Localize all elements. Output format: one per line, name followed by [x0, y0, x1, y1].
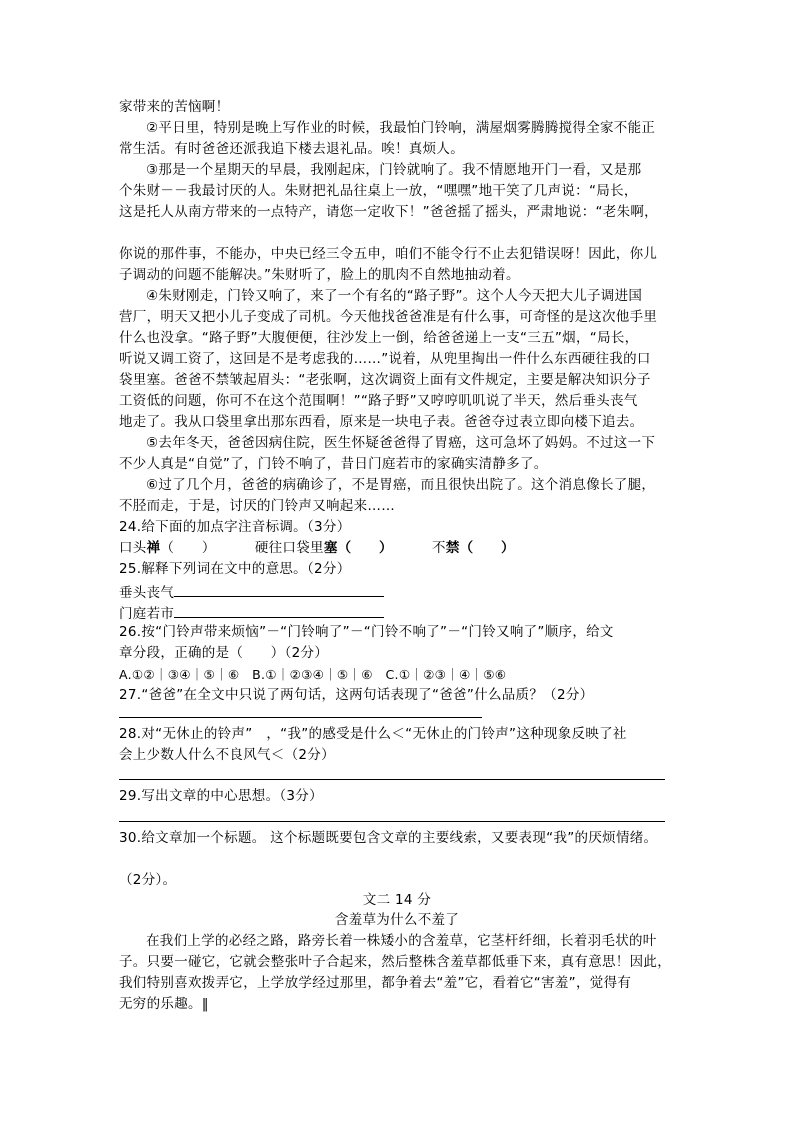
passage-line: 常生活。有时爸爸还派我追下楼去退礼品。唉！真烦人。	[119, 141, 464, 157]
question-27: 27.“爸爸”在全文中只说了两句话，这两句话表现了“爸爸”什么品质？（2分）	[119, 687, 594, 703]
passage-line: 听说又调工资了，这回是不是考虑我的……”说着，从兜里掏出一件什么东西硬往我的口	[119, 351, 651, 367]
question-25: 25.解释下列词在文中的意思。（2分）	[119, 561, 351, 577]
question-24: 24.给下面的加点字注音标调。（3分）	[119, 519, 351, 535]
question-24-items	[119, 538, 515, 559]
q25-answer-line-1[interactable]	[174, 580, 384, 597]
paragraph-2-start: ②平日里，特别是晚上写作业的时候，我最怕门铃响，满屋烟雾腾腾搅得全家不能正	[146, 120, 656, 136]
q29-answer-line[interactable]	[119, 821, 665, 822]
passage-line: 袋里塞。爸爸不禁皱起眉头：“老张啊，这次调资上面有文件规定，主要是解决知识分子	[119, 372, 651, 388]
passage-2-line: 子。只要一碰它，它就会整张叶子合起来，然后整株含羞草都低垂下来，真有意思！因此，	[119, 954, 671, 970]
passage-line: 不胫而走，于是，讨厌的门铃声又响起来……	[119, 498, 395, 514]
passage-line: 工资低的问题，你可不在这个范围啊！”“路子野”又哼哼叽叽说了半天，然后垂头丧气	[119, 393, 638, 409]
question-29: 29.写出文章的中心思想。（3分）	[119, 788, 323, 804]
question-26-options[interactable]: A.①②｜③④｜⑤｜⑥ B.①｜②③④｜⑤｜⑥ C.①｜②③｜④｜⑤⑥	[119, 667, 507, 682]
question-26-cont: 章分段，正确的是（ ）（2分）	[119, 645, 329, 661]
passage-line: 家带来的苦恼啊！	[119, 99, 230, 115]
paragraph-6-start: ⑥过了几个月，爸爸的病确诊了，不是胃癌，而且很快出院了。这个消息像长了腿，	[146, 477, 656, 493]
q24-answer-blank-2[interactable]: （ ）	[337, 540, 393, 556]
passage-line: 你说的那件事，不能办，中央已经三令五申，咱们不能令行不止去犯错误呀！因此，你儿	[119, 246, 658, 262]
passage-line: 营厂，明天又把小儿子变成了司机。今天他找爸爸准是有什么事，可奇怪的是这次他手里	[119, 309, 658, 325]
question-28-cont: 会上少数人什么不良风气＜（2分）	[119, 747, 335, 763]
passage-2-title: 含羞草为什么不羞了	[334, 912, 460, 928]
paragraph-4-start: ④朱财刚走，门铃又响了，来了一个有名的“路子野”。这个人今天把大儿子调进国	[146, 288, 643, 304]
q25-term-1: 垂头丧气	[119, 585, 175, 601]
passage-line: 子调动的问题不能解决。”朱财听了，脸上的肌肉不自然地抽动着。	[119, 267, 520, 283]
passage-line: 什么也没拿。“路子野”大腹便便，往沙发上一倒，给爸爸递上一支“三五”烟，“局长，	[119, 330, 639, 346]
passage-2-line: 无穷的乐趣。‖	[119, 996, 209, 1012]
passage-line: 不少人真是“自觉”了，门铃不响了，昔日门庭若市的家确实清静多了。	[119, 456, 548, 472]
question-30: 30.给文章加一个标题。 这个标题既要包含文章的主要线索，又要表现“我”的厌烦情绪。	[119, 830, 658, 846]
passage-2-paragraph-start: 在我们上学的必经之路，路旁长着一株矮小的含羞草，它茎杆纤细，长着羽毛状的叶	[146, 933, 657, 949]
passage-line: 个朱财－－我最讨厌的人。朱财把礼品往桌上一放，“嘿嘿”地干笑了几声说：“局长，	[119, 183, 638, 199]
q25-term-2: 门庭若市	[119, 606, 175, 622]
passage-line: 这是托人从南方带来的一点特产，请您一定收下！”爸爸摇了摇头，严肃地说：“老朱啊，	[119, 204, 658, 220]
q27-answer-line[interactable]	[119, 717, 482, 718]
q25-answer-line-2[interactable]	[174, 601, 384, 618]
section-heading: 文二 14 分	[362, 892, 432, 908]
q24-item-2: 硬往口袋里塞（ ）	[254, 540, 393, 556]
q28-answer-line[interactable]	[119, 779, 665, 780]
question-26: 26.按“门铃声带来烦恼”－“门铃响了”－“门铃不响了”－“门铃又响了”顺序，给文	[119, 624, 614, 640]
q24-item-1: 口头禅（ ）	[119, 540, 216, 556]
paragraph-5-start: ⑤去年冬天，爸爸因病住院，医生怀疑爸爸得了胃癌，这可急坏了妈妈。不过这一下	[146, 435, 656, 451]
passage-line: 地走了。我从口袋里拿出那东西看，原来是一块电子表。爸爸夺过表立即向楼下追去。	[119, 414, 644, 430]
passage-2-line: 我们特别喜欢拨弄它，上学放学经过那里，都争着去“羞”它，看着它“害羞”，觉得有	[119, 975, 632, 991]
question-30-cont: （2分）。	[119, 872, 177, 888]
paragraph-3-start: ③那是一个星期天的早晨，我刚起床，门铃就响了。我不情愿地开门一看，又是那	[146, 162, 642, 178]
q24-item-3: 不禁（ ）	[432, 540, 515, 556]
q24-answer-blank-3[interactable]: （ ）	[459, 540, 515, 556]
question-28: 28.对“无休止的铃声” ，“我”的感受是什么＜“无休止的门铃声”这种现象反映了社	[119, 726, 627, 742]
q24-answer-blank-1[interactable]: （ ）	[160, 540, 216, 556]
